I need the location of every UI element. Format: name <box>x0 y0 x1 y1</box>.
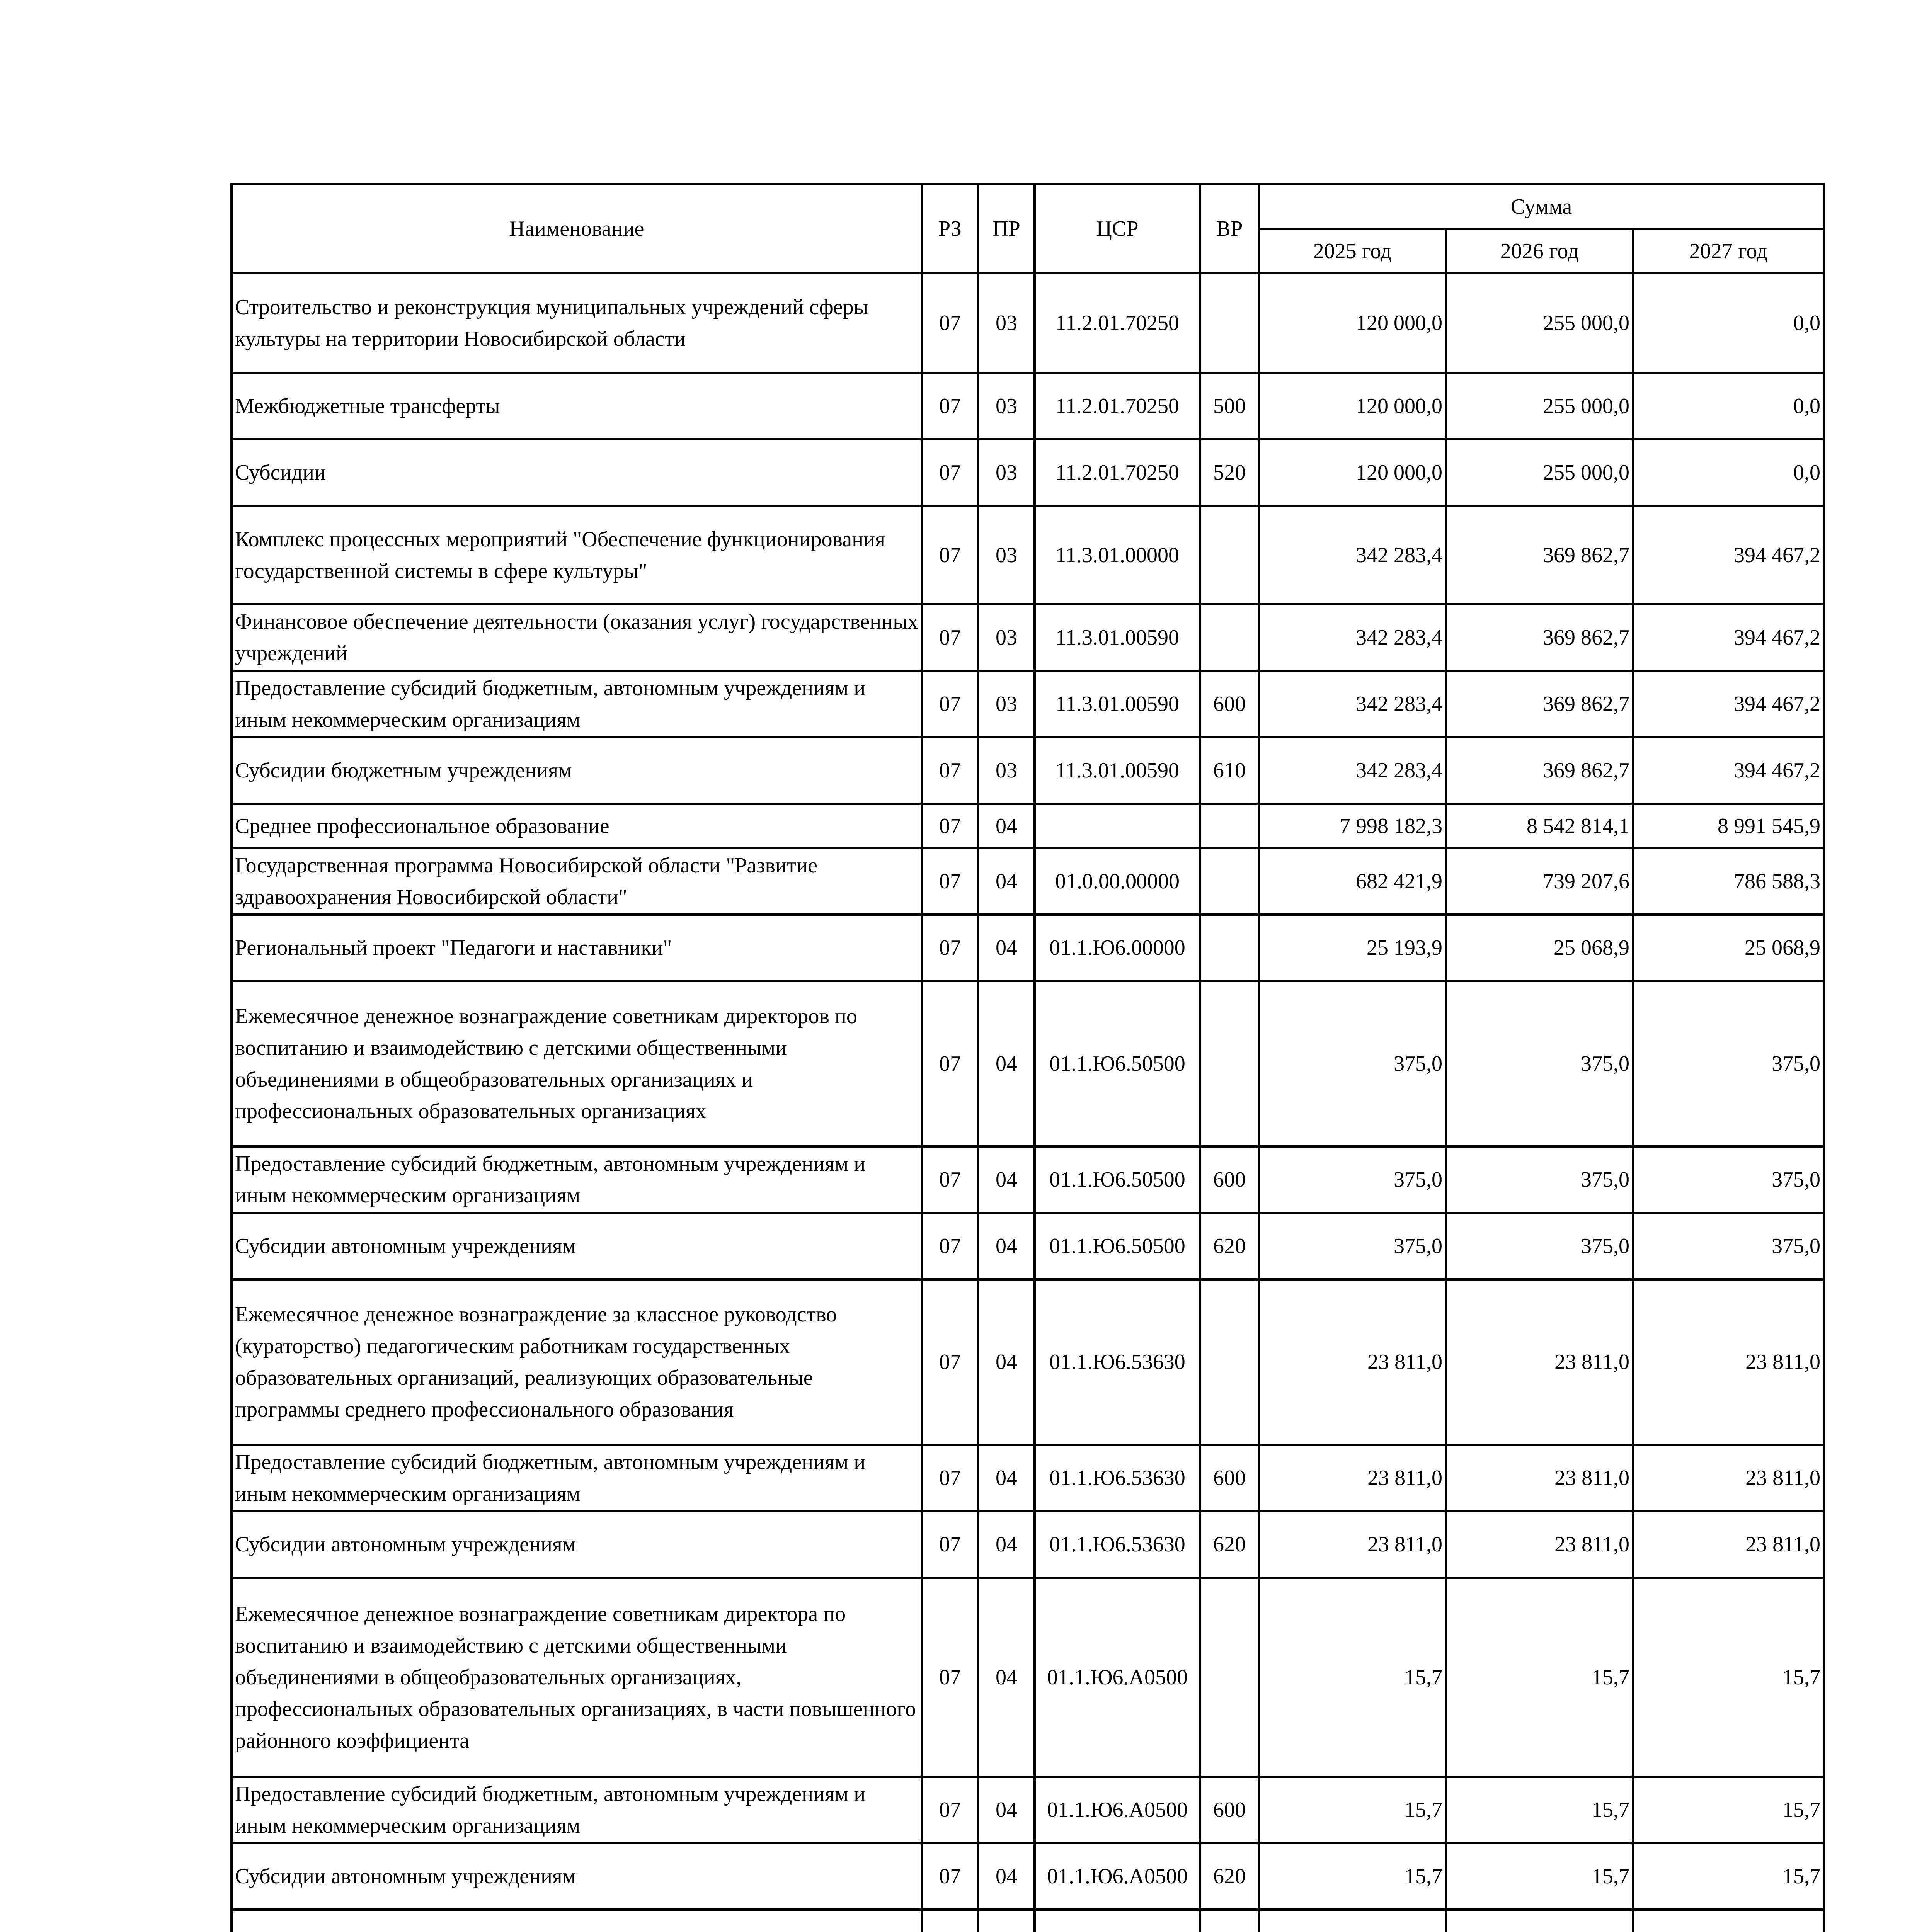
cell-2025: 23 811,0 <box>1259 1511 1446 1578</box>
table-header <box>232 184 1824 273</box>
cell-name: Комплекс процессных мероприятий "Обеспечение функционирования государственной системы в сфере культуры" <box>232 506 922 604</box>
header-sum: Сумма <box>1259 184 1824 229</box>
table-row <box>232 981 1824 1146</box>
cell-csr: 01.1.Ю6.А0500 <box>1035 1777 1200 1843</box>
table-row <box>232 1578 1824 1777</box>
cell-rz <box>922 1910 978 1932</box>
cell-2026: 23 811,0 <box>1446 1279 1633 1445</box>
cell-pr: 04 <box>978 1146 1035 1213</box>
cell-2027: 394 467,2 <box>1633 604 1824 671</box>
cell-pr: 03 <box>978 506 1035 604</box>
cell-name: Субсидии автономным учреждениям <box>232 1213 922 1279</box>
table-row <box>232 1777 1824 1843</box>
cell-vr <box>1200 1279 1259 1445</box>
cell-2025 <box>1259 1910 1446 1932</box>
header-year-2026: 2026 год <box>1446 229 1633 273</box>
table-row <box>232 1146 1824 1213</box>
cell-vr: 620 <box>1200 1213 1259 1279</box>
table-row <box>232 506 1824 604</box>
cell-2025: 342 283,4 <box>1259 604 1446 671</box>
cell-rz: 07 <box>922 848 978 915</box>
cell-name: Субсидии бюджетным учреждениям <box>232 737 922 804</box>
cell-2026: 8 542 814,1 <box>1446 804 1633 848</box>
cell-vr: 600 <box>1200 1445 1259 1511</box>
cell-2026: 15,7 <box>1446 1777 1633 1843</box>
cell-2027: 375,0 <box>1633 1146 1824 1213</box>
cell-csr <box>1035 804 1200 848</box>
cell-rz: 07 <box>922 604 978 671</box>
cell-2026: 15,7 <box>1446 1843 1633 1910</box>
cell-2026: 23 811,0 <box>1446 1445 1633 1511</box>
cell-rz: 07 <box>922 981 978 1146</box>
cell-pr: 04 <box>978 804 1035 848</box>
cell-2025: 342 283,4 <box>1259 671 1446 737</box>
cell-2026: 369 862,7 <box>1446 671 1633 737</box>
cell-vr <box>1200 981 1259 1146</box>
cell-name: Субсидии <box>232 439 922 506</box>
cell-name: Предоставление субсидий бюджетным, автономным учреждениям и иным некоммерческим организациям <box>232 1445 922 1511</box>
table-row <box>232 848 1824 915</box>
cell-2025: 342 283,4 <box>1259 506 1446 604</box>
table-row <box>232 1445 1824 1511</box>
cell-csr: 01.1.Ю6.53630 <box>1035 1445 1200 1511</box>
cell-csr: 11.2.01.70250 <box>1035 373 1200 439</box>
cell-name: Субсидии автономным учреждениям <box>232 1511 922 1578</box>
cell-2025: 15,7 <box>1259 1843 1446 1910</box>
cell-vr: 600 <box>1200 671 1259 737</box>
cell-csr: 11.2.01.70250 <box>1035 273 1200 373</box>
cell-pr: 04 <box>978 1777 1035 1843</box>
cell-pr: 04 <box>978 1511 1035 1578</box>
cell-2025: 7 998 182,3 <box>1259 804 1446 848</box>
cell-name: Финансовое обеспечение деятельности (оказания услуг) государственных учреждений <box>232 604 922 671</box>
cell-vr <box>1200 604 1259 671</box>
cell-rz: 07 <box>922 1843 978 1910</box>
cell-vr <box>1200 506 1259 604</box>
table-row <box>232 373 1824 439</box>
cell-pr: 03 <box>978 373 1035 439</box>
cell-vr <box>1200 1910 1259 1932</box>
cell-vr: 600 <box>1200 1777 1259 1843</box>
cell-pr: 04 <box>978 1843 1035 1910</box>
cell-rz: 07 <box>922 915 978 981</box>
cell-2026: 375,0 <box>1446 1146 1633 1213</box>
cell-2027: 394 467,2 <box>1633 737 1824 804</box>
cell-pr: 04 <box>978 981 1035 1146</box>
cell-2027: 23 811,0 <box>1633 1279 1824 1445</box>
cell-vr: 620 <box>1200 1511 1259 1578</box>
cell-csr: 01.1.Ю6.00000 <box>1035 915 1200 981</box>
cell-2027: 25 068,9 <box>1633 915 1824 981</box>
header-csr: ЦСР <box>1035 184 1200 273</box>
cell-2025: 682 421,9 <box>1259 848 1446 915</box>
cell-pr: 03 <box>978 737 1035 804</box>
cell-rz: 07 <box>922 671 978 737</box>
cell-2025: 375,0 <box>1259 981 1446 1146</box>
cell-2026: 255 000,0 <box>1446 439 1633 506</box>
cell-rz: 07 <box>922 1511 978 1578</box>
cell-2027: 23 811,0 <box>1633 1511 1824 1578</box>
cell-csr: 01.1.Ю6.А0500 <box>1035 1578 1200 1777</box>
cell-2027: 8 991 545,9 <box>1633 804 1824 848</box>
cell-2026: 369 862,7 <box>1446 604 1633 671</box>
table-row <box>232 671 1824 737</box>
cell-csr: 11.3.01.00000 <box>1035 506 1200 604</box>
cell-csr: 11.2.01.70250 <box>1035 439 1200 506</box>
table-row <box>232 737 1824 804</box>
table-row <box>232 1279 1824 1445</box>
cell-name: Ежемесячное денежное вознаграждение за классное руководство (кураторство) педагогическим работникам государственных образовательных организаций, реализующих образовательные программы среднего профессионального образования <box>232 1279 922 1445</box>
cell-vr <box>1200 804 1259 848</box>
cell-name: Межбюджетные трансферты <box>232 373 922 439</box>
cell-2025: 342 283,4 <box>1259 737 1446 804</box>
cell-name: Субсидии автономным учреждениям <box>232 1843 922 1910</box>
header-pr: ПР <box>978 184 1035 273</box>
cell-2026: 255 000,0 <box>1446 273 1633 373</box>
cell-2027: 0,0 <box>1633 439 1824 506</box>
cell-pr: 04 <box>978 1279 1035 1445</box>
table-row <box>232 1910 1824 1932</box>
cell-2025: 120 000,0 <box>1259 373 1446 439</box>
cell-csr: 11.3.01.00590 <box>1035 737 1200 804</box>
cell-pr: 04 <box>978 915 1035 981</box>
cell-vr: 500 <box>1200 373 1259 439</box>
cell-name: Строительство и реконструкция муниципальных учреждений сферы культуры на территории Новосибирской области <box>232 273 922 373</box>
cell-csr: 11.3.01.00590 <box>1035 671 1200 737</box>
cell-2027 <box>1633 1910 1824 1932</box>
cell-2027: 15,7 <box>1633 1843 1824 1910</box>
cell-2027: 15,7 <box>1633 1777 1824 1843</box>
cell-2025: 15,7 <box>1259 1777 1446 1843</box>
cell-rz: 07 <box>922 1578 978 1777</box>
cell-vr <box>1200 1578 1259 1777</box>
cell-rz: 07 <box>922 737 978 804</box>
cell-2026: 15,7 <box>1446 1578 1633 1777</box>
cell-2026 <box>1446 1910 1633 1932</box>
cell-vr: 620 <box>1200 1843 1259 1910</box>
cell-2025: 120 000,0 <box>1259 439 1446 506</box>
cell-csr: 01.1.Ю6.50500 <box>1035 1213 1200 1279</box>
cell-2027: 394 467,2 <box>1633 506 1824 604</box>
cell-2027: 0,0 <box>1633 373 1824 439</box>
cell-2027: 15,7 <box>1633 1578 1824 1777</box>
cell-name: Государственная программа Новосибирской области "Развитие здравоохранения Новосибирской области" <box>232 848 922 915</box>
header-name: Наименование <box>232 184 922 273</box>
cell-name: Региональный проект "Педагоги и наставники" <box>232 915 922 981</box>
cell-pr: 03 <box>978 671 1035 737</box>
cell-pr: 04 <box>978 1578 1035 1777</box>
cell-pr: 03 <box>978 604 1035 671</box>
cell-rz: 07 <box>922 1445 978 1511</box>
cell-rz: 07 <box>922 1213 978 1279</box>
cell-vr <box>1200 915 1259 981</box>
cell-name: Предоставление субсидий бюджетным, автономным учреждениям и иным некоммерческим организациям <box>232 1777 922 1843</box>
table-row <box>232 604 1824 671</box>
cell-2026: 369 862,7 <box>1446 737 1633 804</box>
cell-vr: 610 <box>1200 737 1259 804</box>
header-year-2025: 2025 год <box>1259 229 1446 273</box>
cell-2027: 394 467,2 <box>1633 671 1824 737</box>
table-row <box>232 1843 1824 1910</box>
cell-pr: 04 <box>978 1445 1035 1511</box>
cell-rz: 07 <box>922 506 978 604</box>
cell-vr: 600 <box>1200 1146 1259 1213</box>
cell-2025: 375,0 <box>1259 1213 1446 1279</box>
cell-rz: 07 <box>922 1146 978 1213</box>
cell-rz: 07 <box>922 273 978 373</box>
table-row <box>232 439 1824 506</box>
cell-name <box>232 1910 922 1932</box>
cell-csr: 01.1.Ю6.50500 <box>1035 981 1200 1146</box>
budget-table <box>230 183 1825 1932</box>
header-rz: РЗ <box>922 184 978 273</box>
header-vr: ВР <box>1200 184 1259 273</box>
cell-2025: 120 000,0 <box>1259 273 1446 373</box>
table-row <box>232 1213 1824 1279</box>
cell-csr: 01.1.Ю6.53630 <box>1035 1511 1200 1578</box>
table-body <box>232 273 1824 1932</box>
cell-csr: 01.1.Ю6.53630 <box>1035 1279 1200 1445</box>
cell-name: Ежемесячное денежное вознаграждение советникам директора по воспитанию и взаимодействию с детскими общественными объединениями в общеобразовательных организациях, профессиональных образовательных организациях, в части повышенного районного коэффициента <box>232 1578 922 1777</box>
cell-2025: 25 193,9 <box>1259 915 1446 981</box>
cell-name: Предоставление субсидий бюджетным, автономным учреждениям и иным некоммерческим организациям <box>232 1146 922 1213</box>
cell-2026: 375,0 <box>1446 1213 1633 1279</box>
cell-2027: 23 811,0 <box>1633 1445 1824 1511</box>
cell-pr: 04 <box>978 848 1035 915</box>
cell-csr: 11.3.01.00590 <box>1035 604 1200 671</box>
cell-rz: 07 <box>922 1777 978 1843</box>
cell-2027: 375,0 <box>1633 1213 1824 1279</box>
cell-2025: 23 811,0 <box>1259 1445 1446 1511</box>
cell-2025: 15,7 <box>1259 1578 1446 1777</box>
cell-vr <box>1200 273 1259 373</box>
cell-2027: 375,0 <box>1633 981 1824 1146</box>
cell-rz: 07 <box>922 373 978 439</box>
cell-2026: 739 207,6 <box>1446 848 1633 915</box>
cell-2026: 25 068,9 <box>1446 915 1633 981</box>
cell-rz: 07 <box>922 439 978 506</box>
cell-2026: 375,0 <box>1446 981 1633 1146</box>
cell-pr: 03 <box>978 273 1035 373</box>
cell-rz: 07 <box>922 1279 978 1445</box>
cell-name: Среднее профессиональное образование <box>232 804 922 848</box>
table-row <box>232 804 1824 848</box>
cell-2027: 786 588,3 <box>1633 848 1824 915</box>
table-row <box>232 1511 1824 1578</box>
cell-2027: 0,0 <box>1633 273 1824 373</box>
cell-2026: 369 862,7 <box>1446 506 1633 604</box>
cell-pr: 03 <box>978 439 1035 506</box>
cell-name: Предоставление субсидий бюджетным, автономным учреждениям и иным некоммерческим организациям <box>232 671 922 737</box>
header-year-2027: 2027 год <box>1633 229 1824 273</box>
cell-csr <box>1035 1910 1200 1932</box>
cell-2025: 23 811,0 <box>1259 1279 1446 1445</box>
cell-2026: 255 000,0 <box>1446 373 1633 439</box>
cell-2025: 375,0 <box>1259 1146 1446 1213</box>
cell-pr: 04 <box>978 1213 1035 1279</box>
cell-vr: 520 <box>1200 439 1259 506</box>
cell-vr <box>1200 848 1259 915</box>
cell-pr <box>978 1910 1035 1932</box>
cell-rz: 07 <box>922 804 978 848</box>
cell-csr: 01.1.Ю6.50500 <box>1035 1146 1200 1213</box>
table-row <box>232 915 1824 981</box>
table-row <box>232 273 1824 373</box>
cell-name: Ежемесячное денежное вознаграждение советникам директоров по воспитанию и взаимодействию с детскими общественными объединениями в общеобразовательных организациях и профессиональных образовательных организациях <box>232 981 922 1146</box>
cell-csr: 01.1.Ю6.А0500 <box>1035 1843 1200 1910</box>
cell-2026: 23 811,0 <box>1446 1511 1633 1578</box>
cell-csr: 01.0.00.00000 <box>1035 848 1200 915</box>
